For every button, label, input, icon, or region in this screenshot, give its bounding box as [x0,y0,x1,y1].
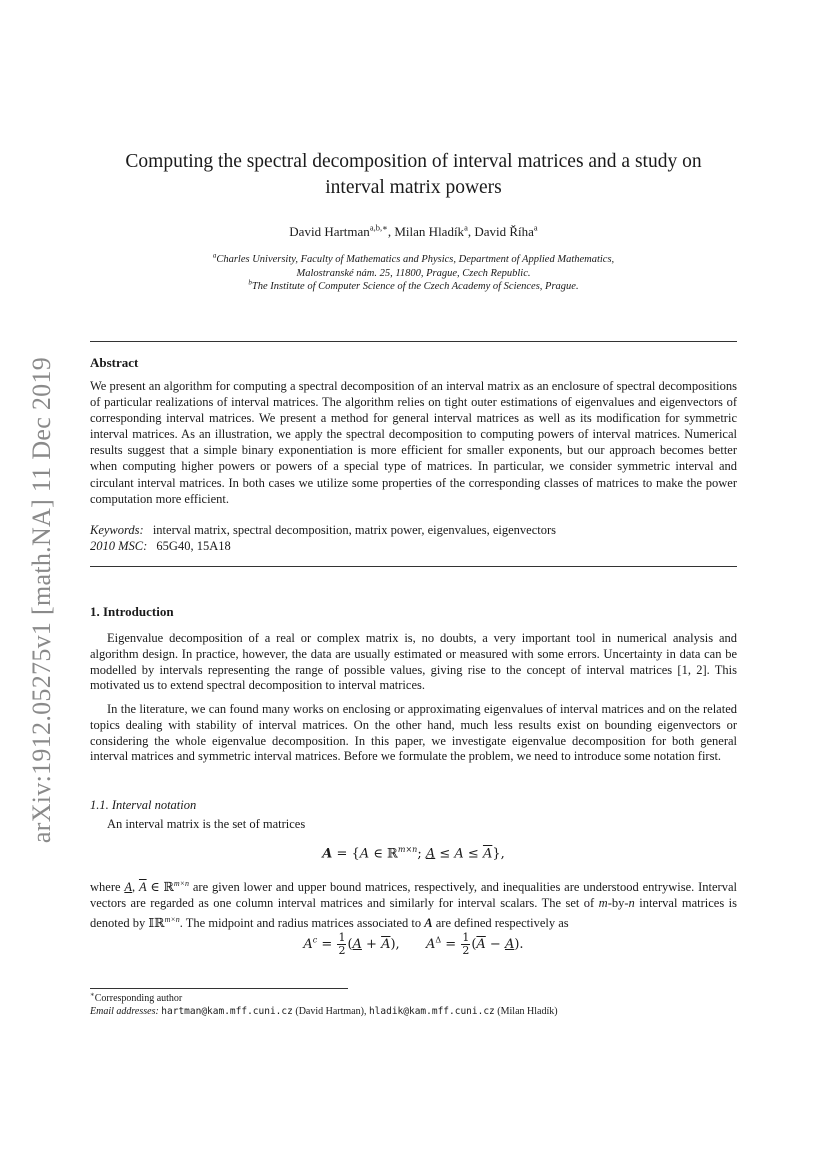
p2-defined: are defined respectively as [432,915,569,930]
p2-n: n [628,895,635,910]
author-3-marks: a [533,222,538,233]
eq2-lower-A: A [352,937,362,952]
intro-paragraph-1: Eigenvalue decomposition of a real or complex matrix is, no doubts, a very important tool in numerical analysis and algorithm design. In practice, however, the data are usually estimated or measured with some errors. Uncertainty in data can be modelled by intervals representing the range of possible values, giving rise to the concept of interval matrices [1, 2]. This motivated us to extend spectral decomposition to interval matrices. [90,631,737,693]
affiliation-b-mark: b [248,278,252,287]
affiliations [90,253,737,294]
eq2-minus: − [485,937,505,952]
affiliation-b [90,280,737,294]
eq1-bold-A: A [322,846,333,862]
author-list: David Hartman$^{a,b,∗}$, Milan Hladík$^a$, David Říha$^a$ [289,222,538,239]
eq2-upper-A: $\overline{A}$ [381,937,391,952]
affiliation-a-line2: Malostranské nám. 25, 11800, Prague, Czech Republic. [296,267,531,279]
eq2-frac2-den: 2 [462,944,470,957]
p2-m: m [598,895,608,910]
eq1-lower-A: A [425,846,436,862]
eq2-frac [337,932,346,957]
msc-value: 65G40, 15A18 [156,539,231,553]
email-hladik[interactable]: hladik@kam.mff.cuni.cz [368,1006,495,1017]
p2-midpoint: . The midpoint and radius matrices associated to [179,915,425,930]
footnote-corresponding [90,992,790,1005]
email-hartman[interactable]: hartman@kam.mff.cuni.cz [161,1006,293,1017]
abstract-bottom-rule [90,566,737,567]
eq2-A-delta: A [425,937,436,952]
eq1-le-1: ≤ [435,846,455,862]
footnote-rule [90,988,348,989]
eq1-close: }, [492,846,505,862]
p2-IR: 𝕀ℝ [148,915,165,930]
eq2-delta: Δ [435,935,442,945]
keywords-value: interval matrix, spectral decomposition, matrix power, eigenvalues, eigenvectors [152,523,557,537]
p2-dims: m×n [173,879,190,888]
affiliation-a-line1: Charles University, Faculty of Mathematics and Physics, Department of Applied Mathematics, [216,254,615,265]
eq2-equals: = [317,937,337,952]
eq2-frac2-num: 1 [462,931,470,944]
eq2-open-2: ( [471,937,477,952]
equation-interval-matrix [90,845,737,861]
eq2-close-2: ). [514,937,524,952]
p2-rest: are given lower and upper bound matrices, respectively, and inequalities are understood entrywise. Interval vectors are regarded as one column interval matrices and similarly for interval scalars. The set of [90,880,737,910]
intro-paragraph-2: In the literature, we can found many works on enclosing or approximating eigenvalues of interval matrices and on the related topics dealing with stability of interval matrices. On the other hand, much less results exist on bounding eigenvectors or considering the whole eigenvalue decomposition. In this paper, we investigate eigenvalue decomposition for both general interval matrices and symmetric interval matrices. Before we formulate the problem, we need to introduce some notation first. [90,702,737,764]
msc-label: 2010 MSC: [90,539,148,553]
eq2-plus: + [361,937,382,952]
footnote-corresponding-text: Corresponding author [94,993,183,1004]
author-2: Milan Hladík [394,224,465,239]
p2-where: where [90,880,125,895]
footnote-emails [90,1005,790,1018]
author-2-marks: a [464,222,468,233]
eq2-frac-2 [461,932,470,957]
eq1-equals: = { [332,846,360,862]
p2-IR-dims: m×n [164,914,180,924]
notation-paragraph-2 [90,876,737,932]
section-heading-introduction: 1. Introduction [90,604,174,619]
eq2-frac-num: 1 [338,931,346,944]
eq1-dims: m×n [397,845,418,854]
affiliation-a [90,253,737,267]
abstract-text: We present an algorithm for computing a spectral decomposition of an interval matrix as an enclosure of spectral decompositions of particular realizations of interval matrices. The algorithm relies on tight outer estimations of eigenvalues and eigenvectors of corresponding interval matrices. We present a method for general interval matrices as well as its modification for symmetric interval matrices. As an illustration, we apply the spectral decomposition to computing powers of interval matrices. Numerical results suggest that a simple binary exponentiation is more efficient for smaller exponents, but our approach becomes better when computing higher powers or powers of a special type of matrices. In particular, we consider symmetric interval and circulant interval matrices. In both cases we utilize some properties of the corresponding classes of matrices to make the power computation more efficient. [90,379,737,506]
author-1: David Hartman [289,224,370,239]
p2-in-R: ∈ ℝ [146,880,174,895]
eq1-le-2: ≤ [463,846,483,862]
affiliation-a-mark: a [212,251,217,260]
author-3: David Říha [474,224,534,239]
eq1-upper-A: $\overline{A}$ [482,846,493,862]
notation-paragraph-1: An interval matrix is the set of matrices [107,817,306,831]
eq2-open: ( [347,937,353,952]
msc-line [90,538,737,554]
title-line-2: interval matrix powers [325,177,502,198]
eq1-semicolon: ; [417,846,426,862]
eq2-frac-den: 2 [338,944,346,957]
subsection-heading-interval-notation: 1.1. Interval notation [90,798,197,812]
p2-comma: , [132,880,139,895]
keywords-label: Keywords: [90,523,144,537]
p2-denoted: interval matrices is denoted by [90,895,737,930]
keywords-line [90,522,737,538]
p2-lower-A: A [124,880,132,895]
keywords-block [90,522,737,554]
author-1-marks: a,b,∗ [369,222,388,233]
arxiv-identifier: arXiv:1912.05275v1 [math.NA] 11 Dec 2019 [27,356,56,844]
footnote-star: ∗ [90,990,95,999]
p2-upper-A: $\overline{A}$ [138,880,147,895]
abstract-top-rule [90,341,737,342]
eq2-c: c [312,935,318,945]
eq2-A: A [303,937,313,952]
email-label: Email addresses: [90,1006,159,1017]
eq2-equals-2: = [441,937,461,952]
eq2-lower-A-2: A [504,937,515,952]
eq1-in-R: ∈ ℝ [369,846,398,862]
p2-bold-A: A [424,915,433,930]
paper-title [90,149,737,201]
email-hladik-name: (Milan Hladík) [494,1006,558,1017]
affiliation-b-line: The Institute of Computer Science of the Czech Academy of Sciences, Prague. [251,281,579,292]
eq2-upper-A-2: $\overline{A}$ [476,937,486,952]
eq2-close: ), [390,937,400,952]
abstract-heading: Abstract [90,355,139,370]
eq1-A: A [359,846,370,862]
p2-by: -by- [607,895,629,910]
equation-midpoint-radius [90,932,737,957]
title-line-1: Computing the spectral decomposition of interval matrices and a study on [125,151,702,172]
email-hartman-name: (David Hartman), [292,1006,369,1017]
arxiv-sidebar-stamp [22,340,62,860]
eq1-mid-A: A [454,846,464,862]
